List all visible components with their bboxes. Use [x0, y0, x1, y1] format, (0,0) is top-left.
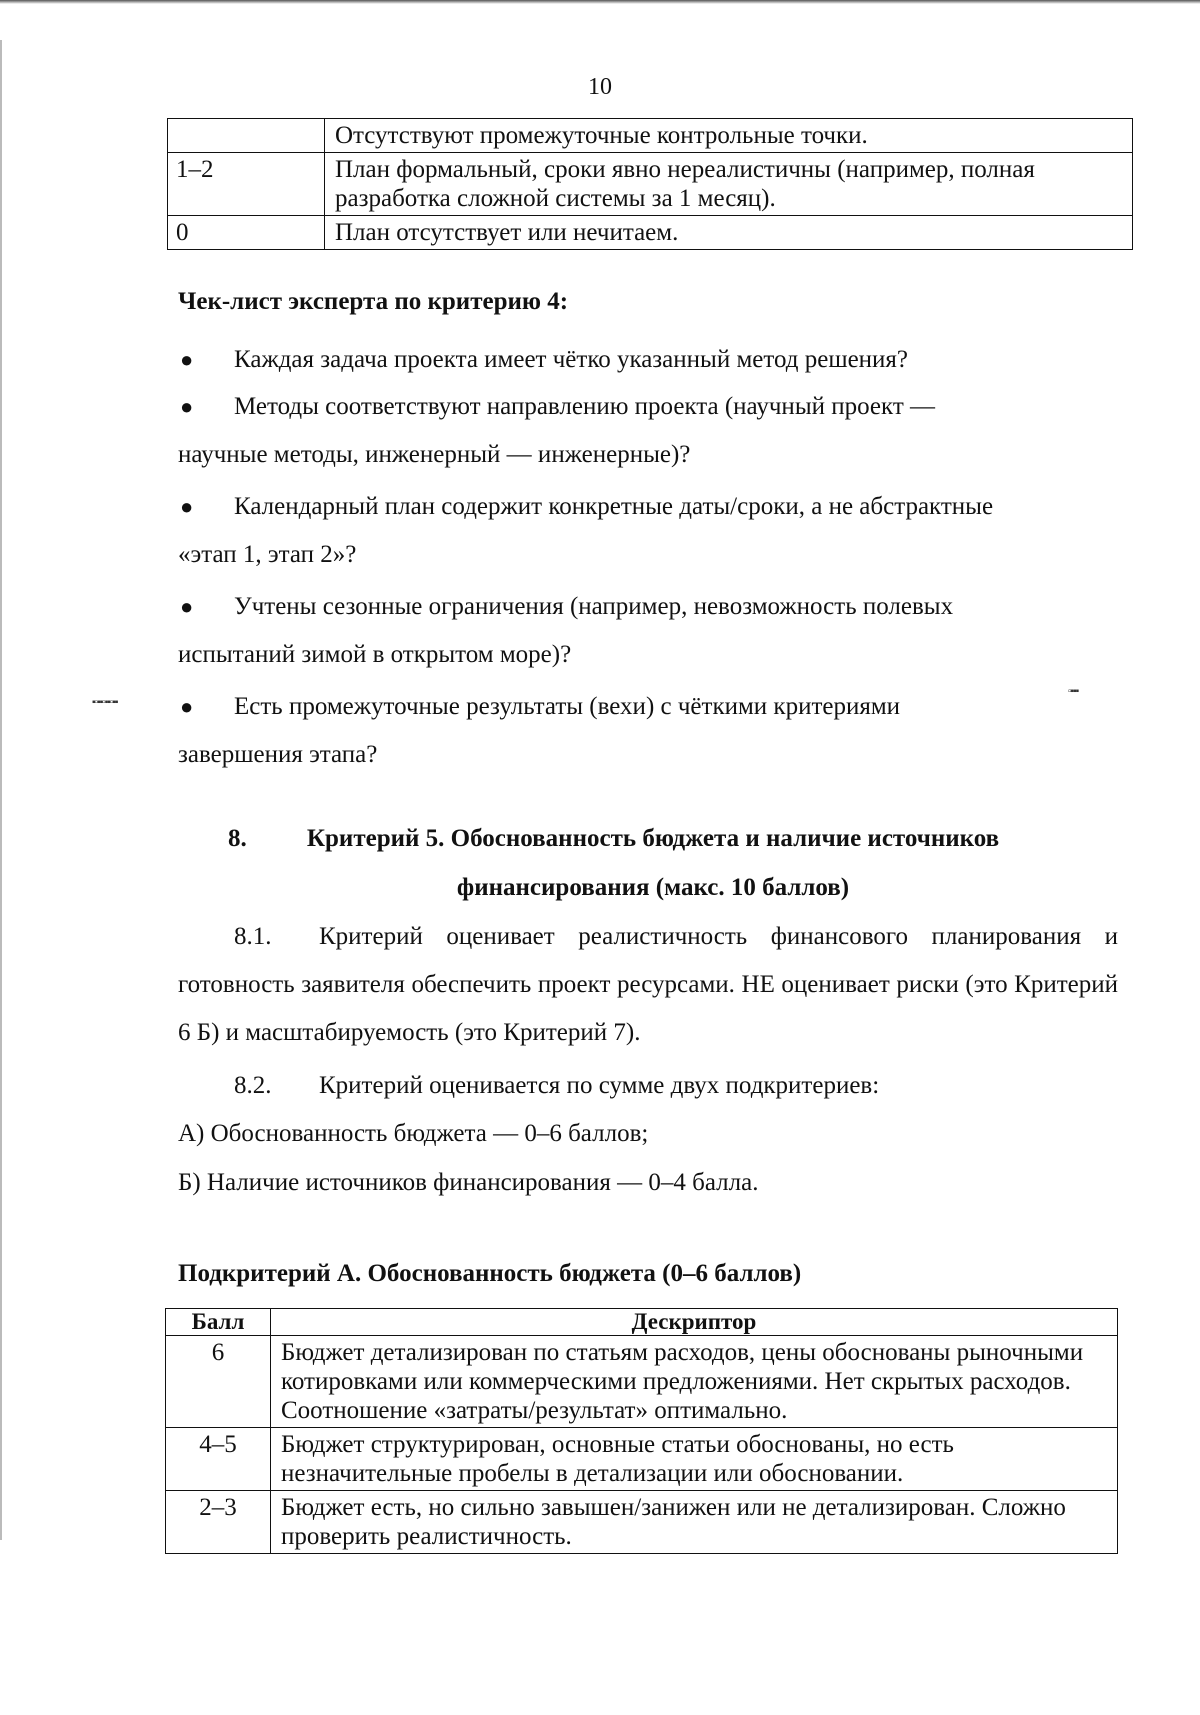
paragraph-number: 8.1. [234, 923, 272, 950]
descriptor-cell: Бюджет структурирован, основные статьи обоснованы, но есть незначительные пробелы в детализации или обосновании. [271, 1428, 1118, 1491]
checklist-item: ● Календарный план содержит конкретные даты/сроки, а не абстрактные «этап 1, этап 2»? [178, 483, 1128, 579]
paragraph-8-2: 8.2. Критерий оценивается по сумме двух подкритериев: [178, 1062, 1118, 1110]
checklist-item: ● Учтены сезонные ограничения (например, невозможность полевых испытаний зимой в открытом море)? [178, 583, 1128, 679]
section-heading-line2: финансирования (макс. 10 баллов) [456, 874, 850, 901]
descriptor-cell: План формальный, сроки явно нереалистичны (например, полная разработка сложной системы за 1 месяц). [325, 153, 1133, 216]
subcriterion-a-table [165, 1308, 1118, 1554]
criterion-4-table-continuation [167, 118, 1133, 250]
paragraph-number: 8.2. [234, 1072, 272, 1099]
scan-edge-left [0, 40, 2, 1540]
section-number: 8. [228, 825, 247, 852]
subcriterion-a-title: Подкритерий А. Обоснованность бюджета (0–6 баллов) [178, 1260, 802, 1287]
table-header-row [166, 1309, 1118, 1336]
column-header-descriptor: Дескриптор [271, 1309, 1118, 1336]
bullet-icon: ● [180, 394, 194, 419]
checklist-item: ● Каждая задача проекта имеет чётко указанный метод решения? [178, 336, 1128, 384]
checklist-item: ● Методы соответствуют направлению проекта (научный проект — научные методы, инженерный — инженерные)? [178, 383, 1128, 479]
subcriterion-line-a: А) Обоснованность бюджета — 0–6 баллов; [178, 1120, 649, 1147]
subcriterion-line-b: Б) Наличие источников финансирования — 0–4 балла. [178, 1169, 759, 1196]
column-header-score: Балл [166, 1309, 271, 1336]
descriptor-cell: Бюджет детализирован по статьям расходов, цены обоснованы рыночными котировками или коммерческими предложениями. Нет скрытых расходов. Соотношение «затраты/результат» оптимально. [271, 1336, 1118, 1428]
table-row [168, 216, 1133, 250]
score-cell: 1–2 [168, 153, 325, 216]
paragraph-8-1: 8.1. Критерий оценивает реалистичность финансового планирования и готовность заявителя обеспечить проект ресурсами. НЕ оценивает риски (это Критерий 6 Б) и масштабируемость (это Критерий 7). [178, 913, 1118, 1057]
descriptor-cell: Бюджет есть, но сильно завышен/занижен или не детализирован. Сложно проверить реалистичность. [271, 1491, 1118, 1554]
score-cell: 2–3 [166, 1491, 271, 1554]
bullet-icon: ● [180, 347, 194, 372]
table-row [166, 1336, 1118, 1428]
checklist-title: Чек-лист эксперта по критерию 4: [178, 288, 569, 315]
table-row [168, 153, 1133, 216]
scan-artifact: ▫▪▪▪ [1068, 686, 1079, 697]
score-cell: 4–5 [166, 1428, 271, 1491]
table-row [168, 119, 1133, 153]
section-heading: 8. Критерий 5. Обоснованность бюджета и наличие источников [178, 815, 1128, 863]
bullet-icon: ● [180, 694, 194, 719]
scan-artifact: ▪▫▪▪▫▪▪▫▪▪ [92, 697, 118, 708]
page-number: 10 [588, 74, 612, 100]
scan-edge-top [0, 0, 1200, 4]
bullet-icon: ● [180, 494, 194, 519]
descriptor-cell: Отсутствуют промежуточные контрольные точки. [325, 119, 1133, 153]
descriptor-cell: План отсутствует или нечитаем. [325, 216, 1133, 250]
score-cell [168, 119, 325, 153]
score-cell: 6 [166, 1336, 271, 1428]
score-cell: 0 [168, 216, 325, 250]
table-row [166, 1428, 1118, 1491]
checklist-item: ● Есть промежуточные результаты (вехи) с чёткими критериями завершения этапа? [178, 683, 1128, 779]
table-row [166, 1491, 1118, 1554]
bullet-icon: ● [180, 594, 194, 619]
